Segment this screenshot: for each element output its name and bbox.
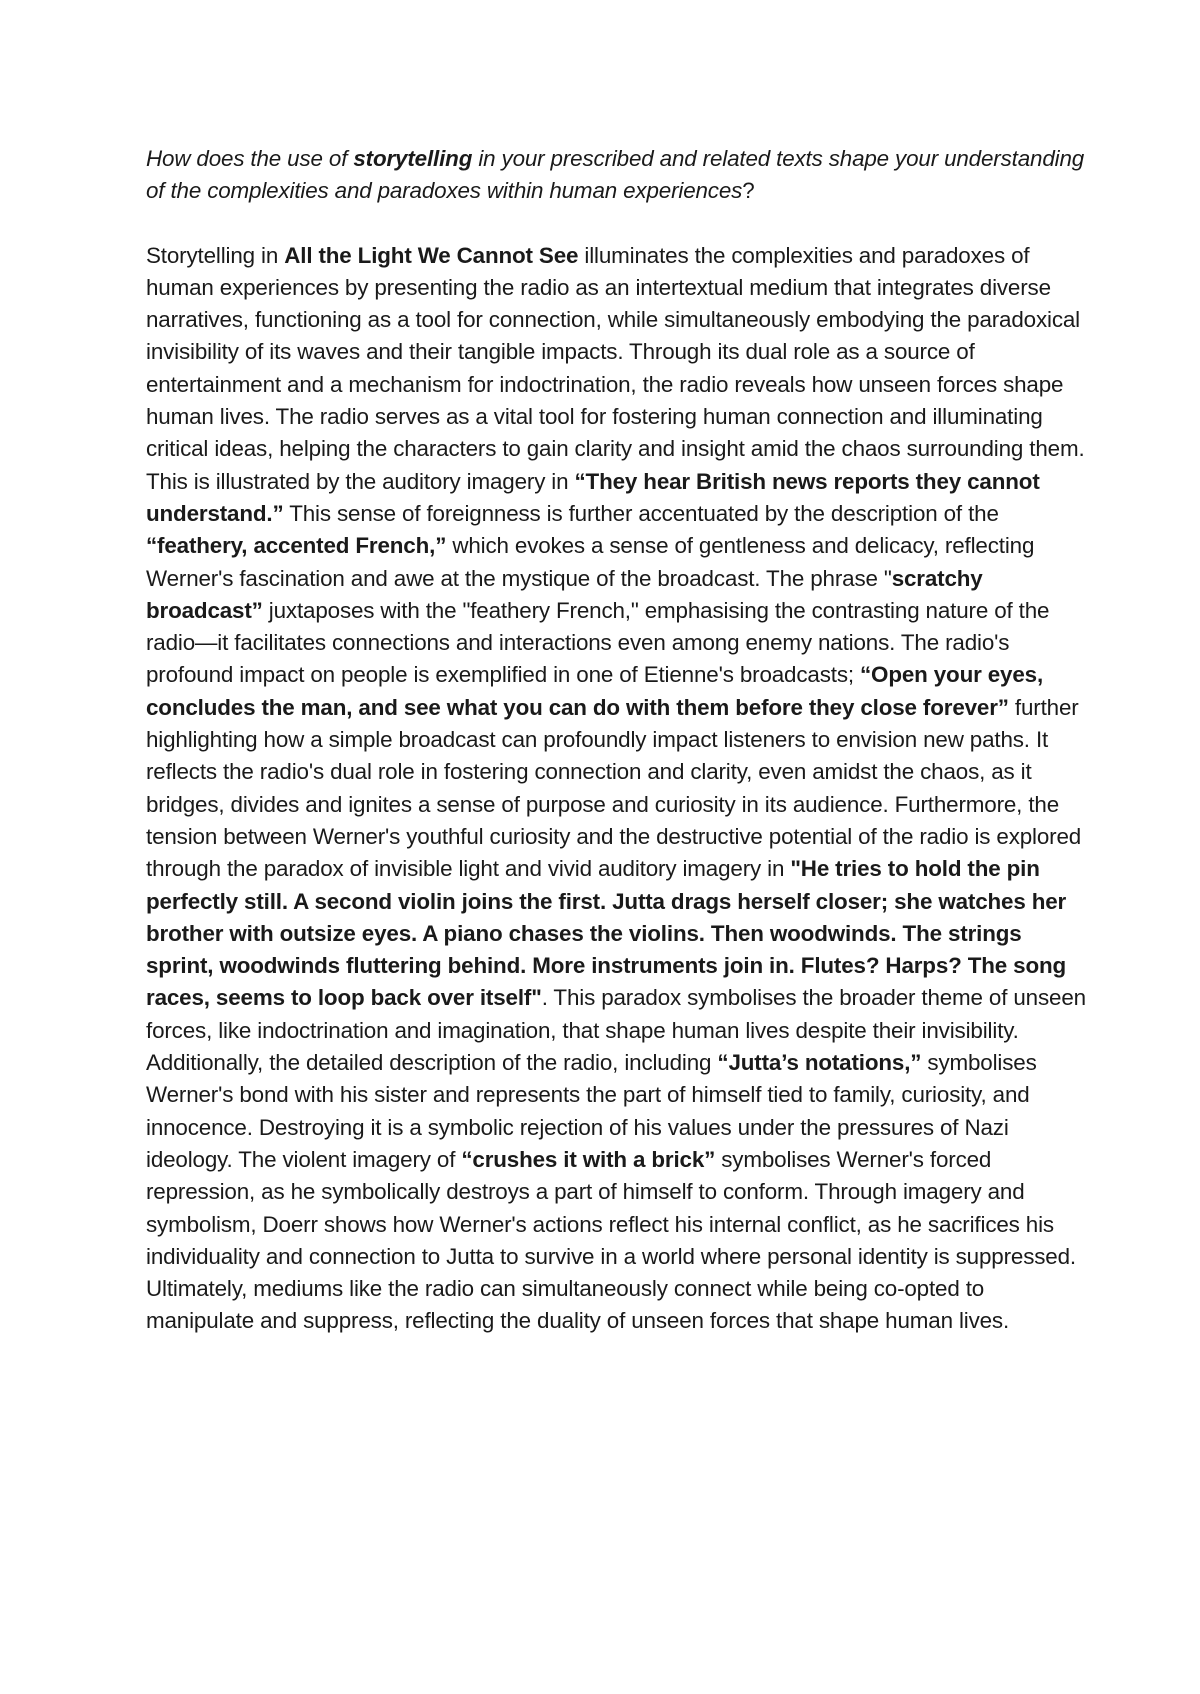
paragraph-text: This sense of foreignness is further accentuated by the description of the <box>283 500 999 526</box>
book-title: All the Light We Cannot See <box>284 242 579 268</box>
quote: scratchy broadcast” <box>146 565 983 623</box>
question-text: How does the use of <box>146 146 354 171</box>
document-body <box>146 143 1086 1338</box>
paragraph-text: which evokes a sense of gentleness and delicacy, reflecting Werner's fascination and awe at the mystique of the broadcast. The phrase " <box>146 533 1035 591</box>
paragraph-text: juxtaposes with the "feathery French," emphasising the contrasting nature of the radio—it facilitates connections and interactions even among enemy nations. The radio's profound impact on people is exemplified in one of Etienne's broadcasts; <box>146 597 1050 688</box>
quote: "He tries to hold the pin perfectly still. A second violin joins the first. Jutta drags herself closer; she watches her brother with outsize eyes. A piano chases the violins. Then woodwinds. The strings sprint, woodwinds fluttering behind. More instruments join in. Flutes? Harps? The song races, seems to loop back over itself" <box>146 856 1067 1011</box>
paragraph-text: . This paradox symbolises the broader theme of unseen forces, like indoctrination and imagination, that shape human lives despite their invisibility. <box>146 985 1086 1043</box>
quote: “feathery, accented French,” <box>146 533 447 559</box>
quote: “Open your eyes, concludes the man, and see what you can do with them before they close forever” <box>146 662 1044 720</box>
paragraph-text: symbolises Werner's bond with his sister and represents the part of himself tied to family, curiosity, and innocence. Destroying it is a symbolic rejection of his values under the pressures of Nazi ideology. The violent imagery of <box>146 1050 1037 1172</box>
quote: “They hear British news reports they cannot understand.” <box>146 468 1040 526</box>
quote: “crushes it with a brick” <box>461 1146 716 1172</box>
question-mark: ? <box>742 178 755 204</box>
question-text: in your prescribed and related texts shape your understanding of the complexities and paradoxes within human experiences <box>146 146 1085 204</box>
quote: “Jutta’s notations,” <box>717 1050 922 1076</box>
paragraph-text: further highlighting how a simple broadcast can profoundly impact listeners to envision new paths. It reflects the radio's dual role in fostering connection and clarity, even amidst the chaos, as it bridges, divides and ignites a sense of purpose and curiosity in its audience. Furthermore, the tension between Werner's youthful curiosity and the destructive potential of the radio is explored through the paradox of invisible light and vivid auditory imagery in <box>146 694 1082 882</box>
paragraph-text: illuminates the complexities and paradoxes of human experiences by presenting the radio as an intertextual medium that integrates diverse narratives, functioning as a tool for connection, while simultaneously embodying the paradoxical invisibility of its waves and their tangible impacts. Through its dual role as a source of entertainment and a mechanism for indoctrination, the radio reveals how unseen forces shape human lives. The radio serves as a vital tool for fostering human connection and illuminating critical ideas, helping the characters to gain clarity and insight amid the chaos surrounding them. This is illustrated by the auditory imagery in <box>146 242 1085 494</box>
body-paragraph-2 <box>146 1047 1086 1338</box>
body-paragraph-1 <box>146 240 1086 1047</box>
paragraph-text: Storytelling in <box>146 242 285 268</box>
paragraph-text: symbolises Werner's forced repression, as he symbolically destroys a part of himself to conform. Through imagery and symbolism, Doerr shows how Werner's actions reflect his internal conflict, as he sacrifices his individuality and connection to Jutta to survive in a world where personal identity is suppressed. Ultimately, mediums like the radio can simultaneously connect while being co-opted to manipulate and suppress, reflecting the duality of unseen forces that shape human lives. <box>146 1146 1076 1334</box>
question-keyword: storytelling <box>353 146 473 171</box>
paragraph-text: Additionally, the detailed description of the radio, including <box>146 1050 718 1076</box>
essay-question <box>146 143 1086 208</box>
